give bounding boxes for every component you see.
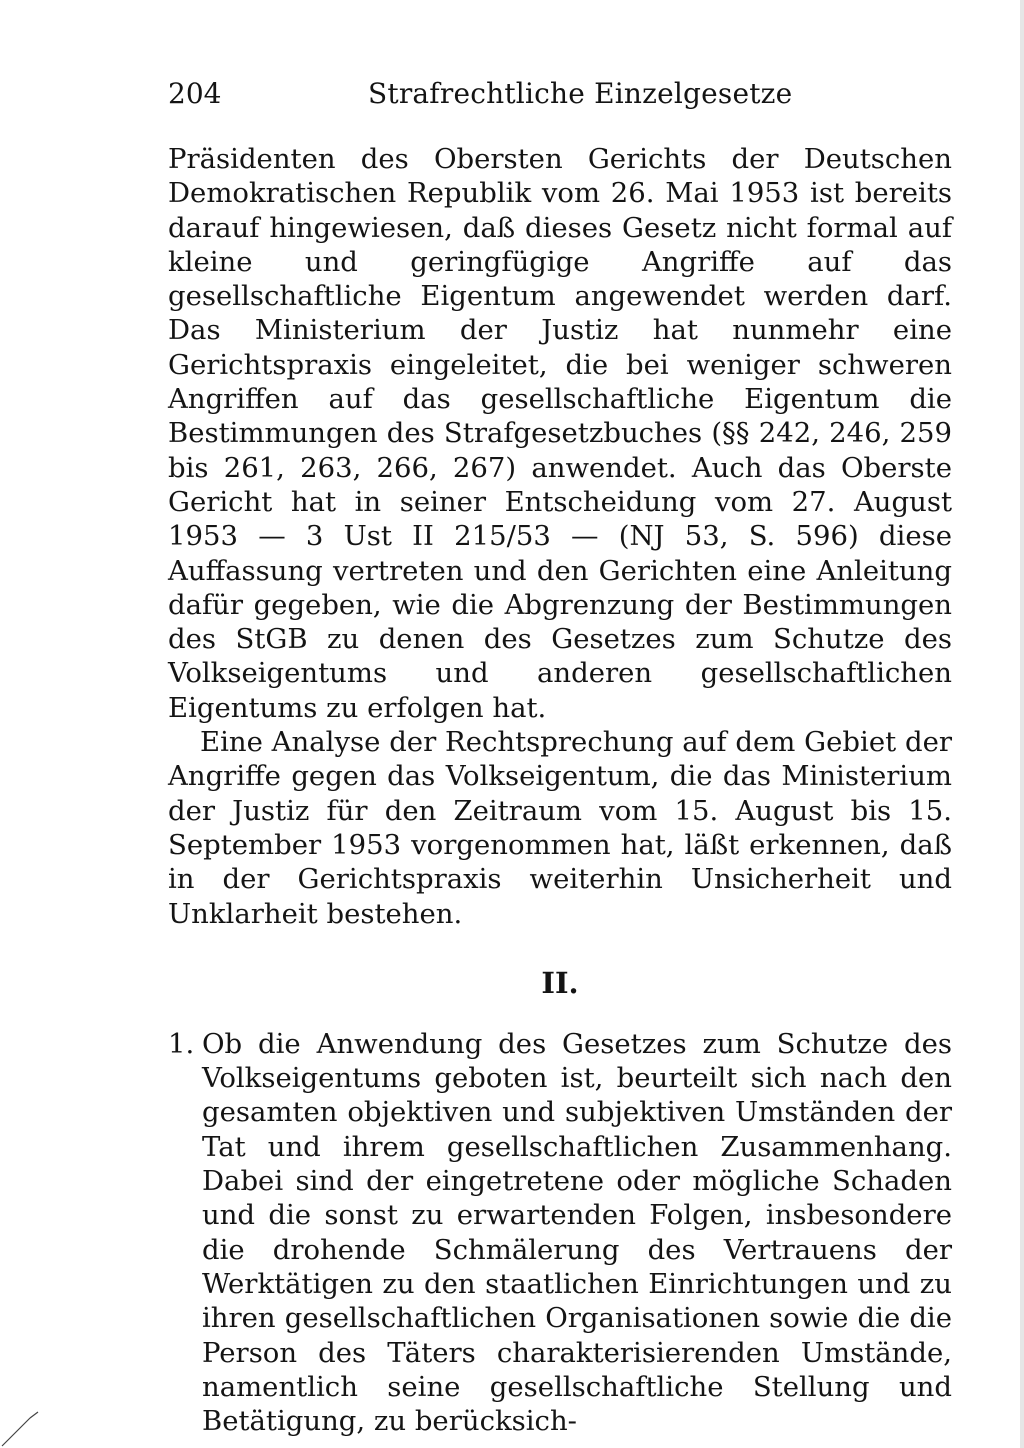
numbered-item <box>168 1027 952 1439</box>
running-head: Strafrechtliche Einzelgesetze <box>368 77 793 110</box>
section-heading: II. <box>541 965 579 1000</box>
page-header <box>168 72 958 116</box>
page-number: 204 <box>168 77 222 110</box>
scan-mark-icon <box>0 1388 60 1448</box>
item-number: 1. <box>168 1027 195 1060</box>
item-text: Ob die Anwendung des Gesetzes zum Schutze des Volkseigentums geboten ist, beurteilt sich nach den gesamten objektiven und subjektiven Umständen der Tat und ihrem gesellschaftlichen Zusammenhang. Dabei sind der eingetretene oder mögliche Schaden und die sonst zu erwartenden Folgen, insbesondere die drohende Schmälerung des Vertrauens der Werktätigen zu den staatlichen Einrichtungen und zu ihren gesellschaftlichen Organisationen sowie die die Person des Täters charakterisierenden Umstände, namentlich seine gesellschaftliche Stellung und Betätigung, zu berücksich- <box>202 1027 952 1438</box>
body-text <box>168 142 952 1438</box>
paragraph-continued: Präsidenten des Obersten Gerichts der Deutschen Demokratischen Republik vom 26. Mai 1953 ist bereits darauf hingewiesen, daß dieses Gesetz nicht formal auf kleine und geringfügige Angriffe auf das gesellschaftliche Eigentum angewendet werden darf. Das Ministerium der Justiz hat nunmehr eine Gerichtspraxis eingeleitet, die bei weniger schweren Angriffen auf das gesellschaftliche Eigentum die Bestimmungen des Strafgesetzbuches (§§ 242, 246, 259 bis 261, 263, 266, 267) anwendet. Auch das Oberste Gericht hat in seiner Entscheidung vom 27. August 1953 — 3 Ust II 215/53 — (NJ 53, S. 596) diese Auffassung vertreten und den Gerichten eine Anleitung dafür gegeben, wie die Abgrenzung der Bestimmungen des StGB zu denen des Gesetzes zum Schutze des Volkseigentums und anderen gesellschaftlichen Eigentums zu erfolgen hat. <box>168 143 952 724</box>
edge-shadow-icon <box>1012 0 1024 1448</box>
paragraph-analysis: Eine Analyse der Rechtsprechung auf dem Gebiet der Angriffe gegen das Volkseigentum, die das Ministerium der Justiz für den Zeitraum vom 15. August bis 15. September 1953 vorgenommen hat, läßt erkennen, daß in der Gerichtspraxis weiterhin Unsicherheit und Unklarheit bestehen. <box>168 726 952 930</box>
